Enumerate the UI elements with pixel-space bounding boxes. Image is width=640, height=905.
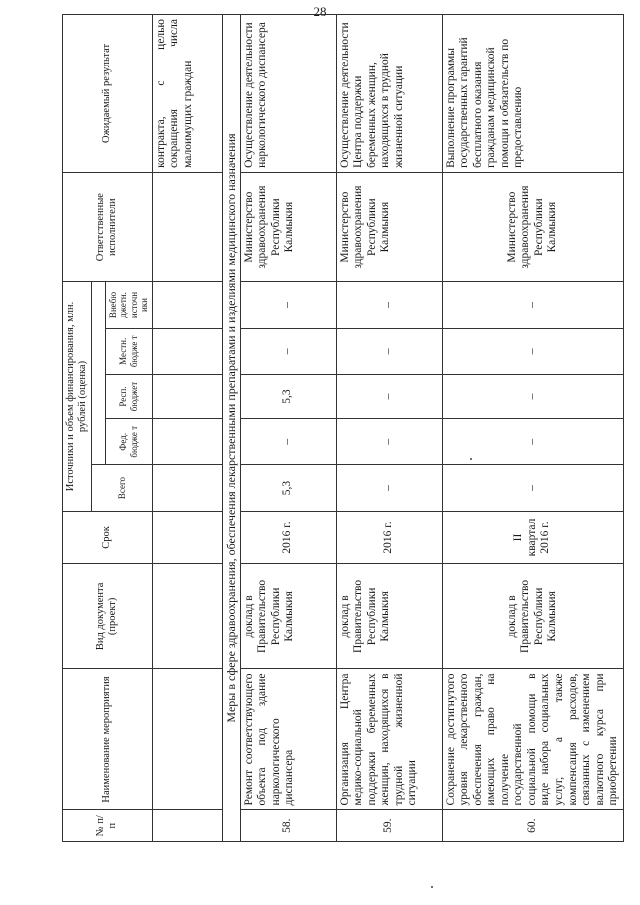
row-local: – xyxy=(240,328,336,374)
row-num: 59. xyxy=(336,810,442,842)
row-resp: – xyxy=(442,374,623,418)
row-name: Сохранение достигнутого уровня лекарственного обеспечения граждан, имеющих право на получение государственной социальной помощи в виде набора социальных услуг, а также компенсация расходов, связанных с изменением валютного курса при приобретении xyxy=(442,669,623,810)
row-resp: 5,3 xyxy=(240,374,336,418)
header-fed: Фед. бюдже т xyxy=(106,419,152,465)
row-term: II квартал 2016 г. xyxy=(442,511,623,564)
header-total: Всего xyxy=(92,465,152,511)
rotated-table-container xyxy=(62,14,620,842)
row-fed: – xyxy=(240,419,336,465)
header-name: Наименование мероприятия xyxy=(63,669,153,810)
row-num: 60. xyxy=(442,810,623,842)
header-sub-spacer xyxy=(92,282,106,465)
table-row-continuation xyxy=(152,15,222,842)
scan-speck xyxy=(470,458,472,460)
row-executor: Министерство здравоохранения Республики Калмыкия xyxy=(240,172,336,281)
header-funding: Источники и объем финансирования, млн. рублей (оценка) xyxy=(63,282,92,511)
row-fed: – xyxy=(336,419,442,465)
continuation-result: контракта, с целью сокращения числа малоимущих граждан xyxy=(152,15,222,173)
row-doc: доклад в Правительство Республики Калмыкия xyxy=(442,564,623,669)
table-row xyxy=(336,15,442,842)
row-name: Ремонт соответствующего объекта под здание наркологического диспансера xyxy=(240,669,336,810)
row-name: Организация Центра медико-социальной поддержки беременных женщин, находящихся в трудной жизненной ситуации xyxy=(336,669,442,810)
row-doc: доклад в Правительство Республики Калмыкия xyxy=(336,564,442,669)
row-executor: Министерство здравоохранения Республики Калмыкия xyxy=(336,172,442,281)
row-result: Выполнение программы государственных гарантий бесплатного оказания гражданам медицинской помощи и обязательств по предоставлению xyxy=(442,15,623,173)
row-result: Осуществление деятельности наркологического диспансера xyxy=(240,15,336,173)
header-extra: Внебю джетн. источн ики xyxy=(106,282,152,328)
row-term: 2016 г. xyxy=(240,511,336,564)
row-fed: – xyxy=(442,419,623,465)
row-num: 58. xyxy=(240,810,336,842)
row-term: 2016 г. xyxy=(336,511,442,564)
header-num: № п/п xyxy=(63,810,153,842)
page-number: 28 xyxy=(313,4,327,19)
section-title: Меры в сфере здравоохранения, обеспечения лекарственными препаратами и изделиями медицинского назначения xyxy=(222,15,240,842)
measures-table xyxy=(62,14,624,842)
header-local: Местн. бюдже т xyxy=(106,328,152,374)
row-extra: – xyxy=(240,282,336,328)
header-executor: Ответственные исполнители xyxy=(63,172,153,281)
row-local: – xyxy=(442,328,623,374)
row-local: – xyxy=(336,328,442,374)
row-extra: – xyxy=(336,282,442,328)
header-result: Ожидаемый результат xyxy=(63,15,153,173)
scan-speck xyxy=(431,886,433,888)
header-term: Срок xyxy=(63,511,153,564)
row-total: – xyxy=(336,465,442,511)
table-row-section xyxy=(222,15,240,842)
row-result: Осуществление деятельности Центра поддержки беременных женщин, находящихся в трудной жизненной ситуации xyxy=(336,15,442,173)
table-row xyxy=(442,15,623,842)
row-total: 5,3 xyxy=(240,465,336,511)
row-resp: – xyxy=(336,374,442,418)
header-resp: Респ. бюджет xyxy=(106,374,152,418)
row-extra: – xyxy=(442,282,623,328)
row-doc: доклад в Правительство Республики Калмыкия xyxy=(240,564,336,669)
row-executor: Министерство здравоохранения Республики Калмыкия xyxy=(442,172,623,281)
header-doc-type: Вид документа (проект) xyxy=(63,564,153,669)
table-row xyxy=(240,15,336,842)
row-total: – xyxy=(442,465,623,511)
